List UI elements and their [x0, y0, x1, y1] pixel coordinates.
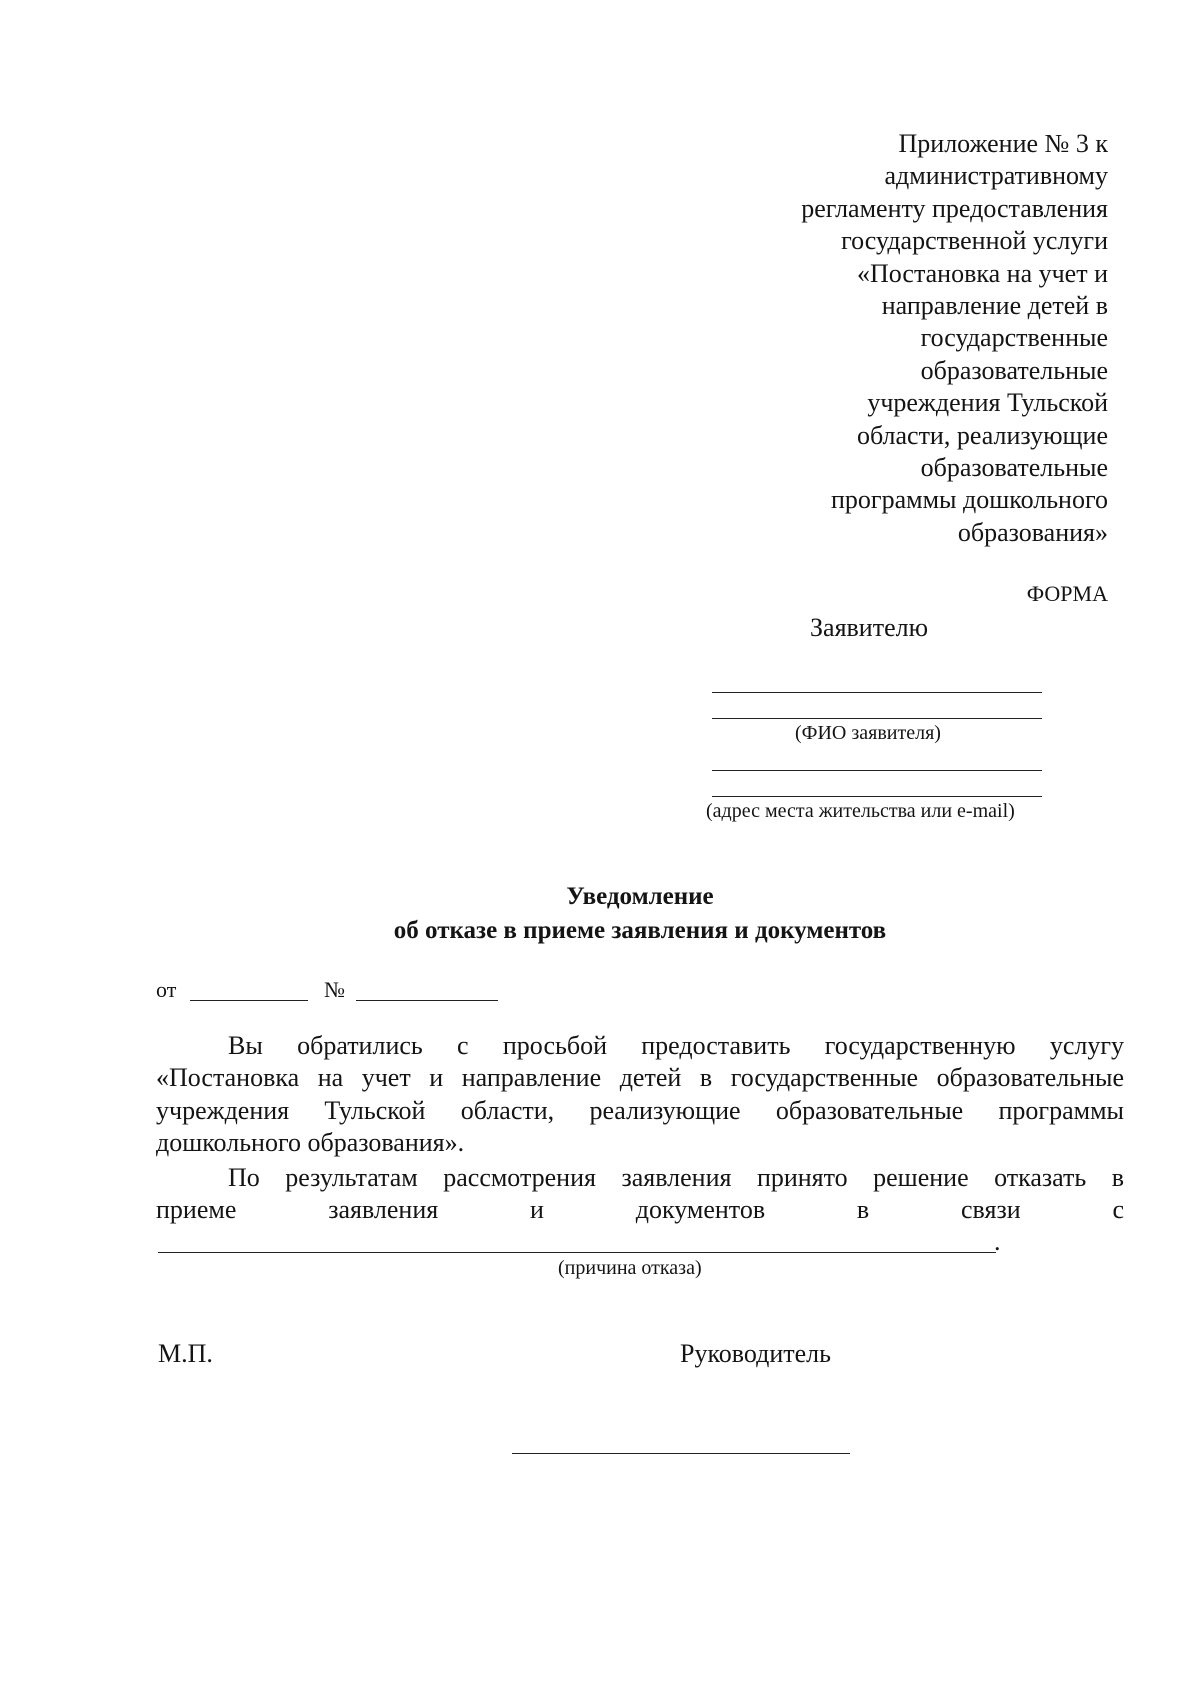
date-number-row [156, 976, 176, 1004]
paragraph-line: учреждения Тульской области, реализующие образовательные программы [156, 1095, 1124, 1125]
paragraph-2-second-line [156, 1194, 1124, 1226]
appendix-header [668, 128, 1108, 549]
applicant-name-line[interactable] [712, 692, 1042, 693]
document-subtitle: об отказе в приеме заявления и документов [393, 917, 887, 944]
paragraph-word: с [1112, 1195, 1124, 1224]
applicant-address-line[interactable] [712, 796, 1042, 797]
appendix-line: учреждения Тульской [867, 388, 1108, 418]
stamp-label: М.П. [158, 1339, 213, 1368]
appendix-line: государственные [920, 323, 1108, 353]
from-label: от [156, 977, 177, 1002]
appendix-line: программы дошкольного [831, 485, 1108, 515]
document-title: Уведомление [566, 883, 714, 910]
body-paragraph-1 [156, 1030, 1124, 1160]
number-field-line[interactable] [356, 1000, 498, 1001]
appendix-line: «Постановка на учет и [857, 258, 1108, 288]
paragraph-word: связи [961, 1195, 1021, 1224]
addressee-label: Заявителю [810, 613, 929, 642]
appendix-line: образовательные [920, 355, 1108, 385]
appendix-line: государственной услуги [841, 226, 1108, 256]
head-label: Руководитель [680, 1339, 831, 1368]
body-paragraph-2 [156, 1162, 1124, 1194]
appendix-line: регламенту предоставления [801, 193, 1108, 223]
paragraph-line: Вы обратились с просьбой предоставить государственную услугу [228, 1031, 1124, 1060]
form-label: ФОРМА [1026, 581, 1108, 606]
paragraph-line: По результатам рассмотрения заявления принято решение отказать в [228, 1163, 1124, 1192]
applicant-name-caption: (ФИО заявителя) [795, 722, 941, 744]
number-label: № [324, 977, 345, 1002]
appendix-line: области, реализующие [856, 420, 1108, 450]
date-field-line[interactable] [190, 1000, 308, 1001]
paragraph-word: заявления [328, 1195, 439, 1224]
reason-end-mark: . [994, 1227, 1001, 1256]
paragraph-word: в [856, 1195, 870, 1224]
appendix-line: образовательные [920, 453, 1108, 483]
number-label-wrap [324, 976, 345, 1004]
appendix-line: направление детей в [881, 291, 1108, 321]
applicant-address-caption: (адрес места жительства или e-mail) [706, 800, 1015, 822]
paragraph-line: «Постановка на учет и направление детей в государственные образовательные [156, 1063, 1124, 1093]
applicant-address-line[interactable] [712, 770, 1042, 771]
applicant-name-line[interactable] [712, 718, 1042, 719]
signature-line[interactable] [512, 1453, 850, 1454]
paragraph-line: дошкольного образования». [156, 1128, 465, 1158]
appendix-line: административному [884, 161, 1108, 191]
appendix-line: образования» [957, 517, 1108, 547]
refusal-reason-line[interactable] [158, 1252, 996, 1253]
paragraph-word: приеме [156, 1195, 237, 1224]
paragraph-word: документов [635, 1195, 766, 1224]
paragraph-word: и [530, 1195, 544, 1224]
refusal-reason-caption: (причина отказа) [558, 1257, 702, 1279]
appendix-line: Приложение № 3 к [898, 129, 1108, 158]
